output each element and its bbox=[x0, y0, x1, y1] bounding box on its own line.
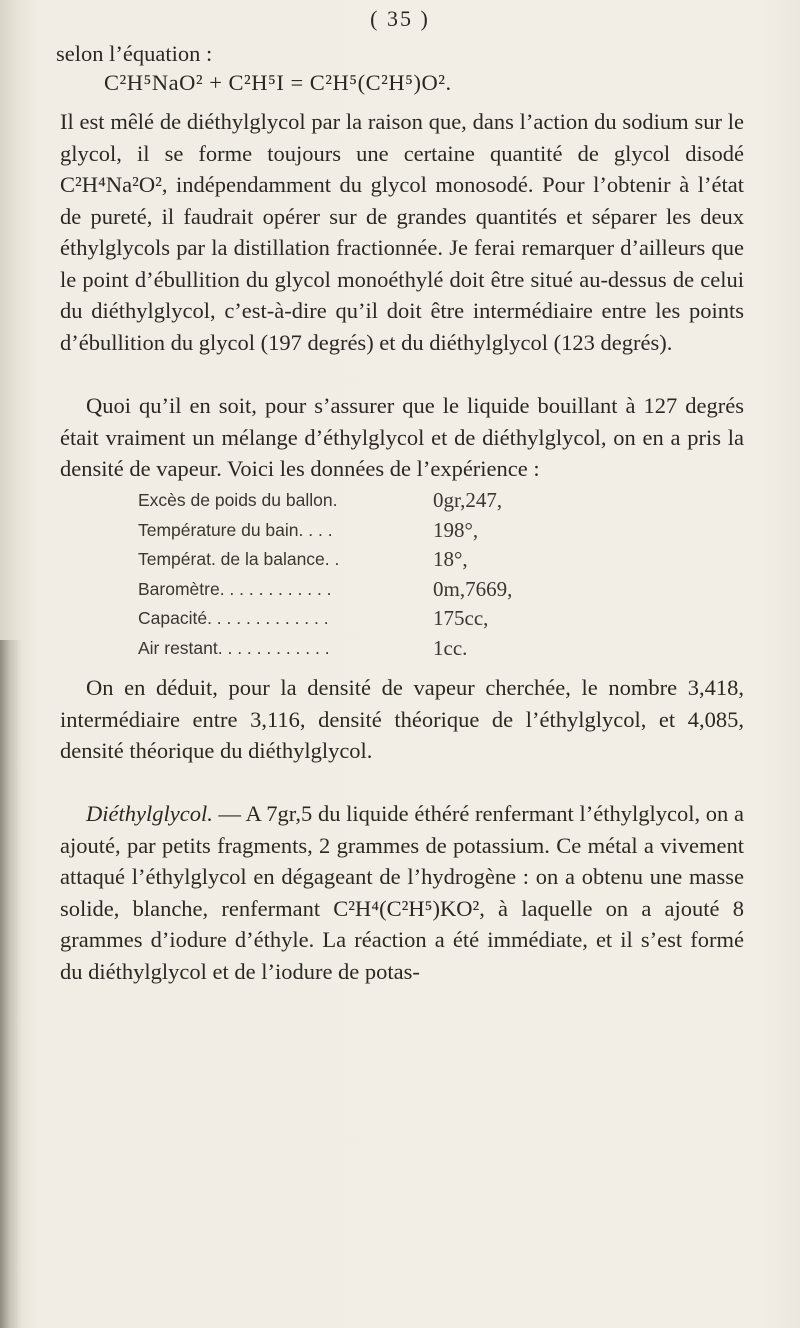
data-label: Baromètre. . . . . . . . . . . . bbox=[138, 578, 332, 599]
data-label: Températ. de la balance. . bbox=[138, 549, 340, 569]
data-row bbox=[138, 545, 512, 575]
data-label: Excès de poids du ballon. bbox=[138, 490, 338, 510]
data-value: 1cc. bbox=[433, 635, 468, 660]
experiment-data-table bbox=[138, 486, 512, 663]
paragraph-3: On en déduit, pour la densité de vapeur cherchée, le nombre 3,418, intermédiaire entre 3,116, densité théorique de l’éthylglycol, et 4,085, densité théorique du diéthylglycol. bbox=[60, 675, 744, 763]
data-label: Air restant. . . . . . . . . . . . bbox=[138, 637, 330, 658]
lead-line: selon l’équation : bbox=[56, 41, 213, 66]
page-number: ( 35 ) bbox=[370, 6, 430, 31]
binding-shadow bbox=[0, 640, 22, 1328]
data-row bbox=[138, 516, 512, 546]
paragraph-4 bbox=[60, 798, 744, 987]
data-value: 0gr,247, bbox=[433, 488, 503, 512]
data-row bbox=[138, 634, 512, 664]
data-label: Température du bain. . . . bbox=[138, 519, 333, 540]
data-value: 175cc, bbox=[433, 606, 489, 630]
data-row bbox=[138, 604, 512, 634]
data-value: 18°, bbox=[433, 547, 468, 571]
paragraph-4-body: — A 7gr,5 du liquide éthéré renfermant l’éthylglycol, on a ajouté, par petits fragments, 2 grammes de potassium. Ce métal a vivement attaqué l’éthylglycol en dégageant de l’hydrogène : on a obtenu une masse solide, blanche, renfermant C²H⁴(C²H⁵)KO², à laquelle on a ajouté 8 grammes d’iodure d’éthyle. La réaction a été immédiate, et il s’est formé du diéthylglycol et de l’iodure de potas- bbox=[60, 801, 744, 984]
chemical-equation: C²H⁵NaO² + C²H⁵I = C²H⁵(C²H⁵)O². bbox=[104, 70, 452, 95]
paragraph-2: Quoi qu’il en soit, pour s’assurer que le liquide bouillant à 127 degrés était vraiment un mélange d’éthylglycol et de diéthylglycol, on en a pris la densité de vapeur. Voici les données de l’expérience : bbox=[60, 393, 744, 481]
data-label: Capacité. . . . . . . . . . . . . bbox=[138, 608, 329, 628]
data-value: 198°, bbox=[433, 517, 479, 542]
data-row bbox=[138, 486, 512, 516]
data-value: 0m,7669, bbox=[433, 576, 513, 601]
data-row bbox=[138, 575, 512, 605]
paragraph-1: Il est mêlé de diéthylglycol par la raison que, dans l’action du sodium sur le glycol, il se forme toujours une certaine quantité de glycol disodé C²H⁴Na²O², indépendamment du glycol monosodé. Pour l’obtenir à l’état de pureté, il faudrait opérer sur de grandes quantités et séparer les deux éthylglycols par la distillation fractionnée. Je ferai remarquer d’ailleurs que le point d’ébullition du glycol monoéthylé doit être situé au-dessus de celui du diéthylglycol, c’est-à-dire qu’il doit être intermédiaire entre les points d’ébullition du glycol (197 degrés) et du diéthylglycol (123 degrés). bbox=[60, 109, 744, 355]
section-title-diethylglycol: Diéthylglycol. bbox=[86, 801, 213, 826]
